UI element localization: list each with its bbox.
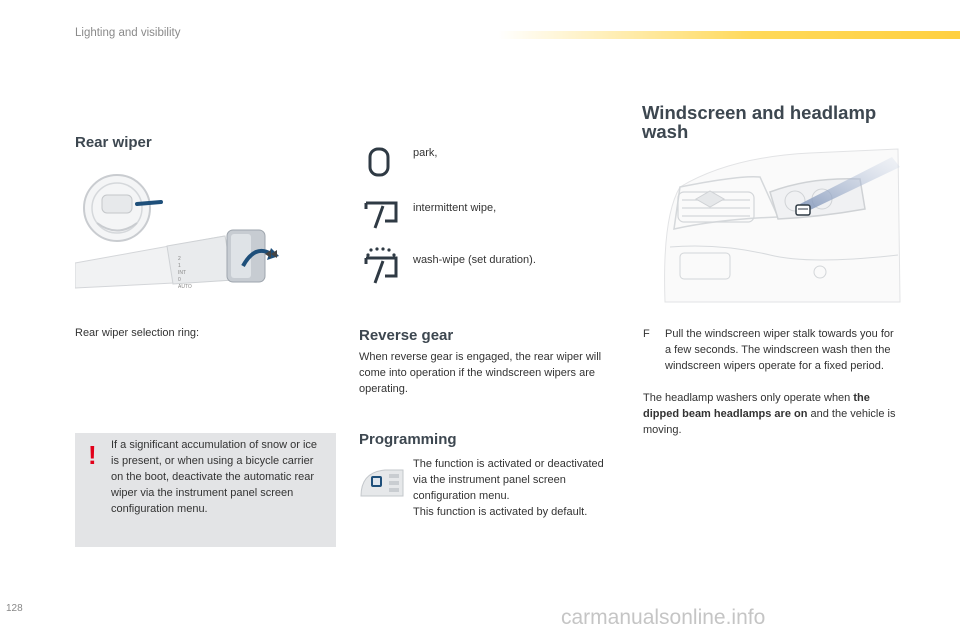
reverse-gear-text: When reverse gear is engaged, the rear wiper will come into operation if the windscreen wipers are operating. (359, 351, 602, 395)
intermittent-wipe-icon (361, 198, 401, 232)
warning-box (75, 433, 336, 547)
rear-wiper-title: Rear wiper (75, 134, 152, 151)
ring-label-2: 2 (178, 256, 181, 262)
reverse-gear-title: Reverse gear (359, 327, 454, 344)
programming-line1: The function is activated or deactivated via the instrument panel screen configuration menu. (413, 458, 604, 502)
ring-label-int: INT (178, 270, 187, 276)
bullet-marker: F (643, 328, 650, 340)
headlamp-note-pre: The headlamp washers only operate when (643, 392, 851, 404)
section-header: Lighting and visibility (75, 27, 181, 39)
programming-title: Programming (359, 431, 457, 448)
warning-text: If a significant accumulation of snow or ice is present, or when using a bicycle carrier on the boot, deactivate the automatic rear wiper via the instrument panel screen configuration menu. (111, 439, 318, 515)
programming-text (413, 456, 618, 520)
wash-wipe-icon (361, 246, 401, 286)
windscreen-wash-title: Windscreen and headlamp wash (642, 102, 877, 142)
instrument-panel-menu-icon (359, 466, 405, 500)
mode-park-label: park, (413, 147, 438, 159)
car-front-illustration (660, 147, 902, 307)
wash-instruction-text: Pull the windscreen wiper stalk towards you for a few seconds. The windscreen wash then the windscreen wipers operate for a fixed period. (665, 328, 894, 372)
headlamp-note-post: and the vehicle is moving. (643, 408, 896, 436)
headlamp-note-bold: the dipped beam headlamps are on (643, 392, 870, 420)
watermark: carmanualsonline.info (561, 606, 766, 629)
selection-ring-label: Rear wiper selection ring: (75, 327, 200, 339)
mode-wash-wipe-label: wash-wipe (set duration). (413, 254, 536, 266)
steering-wheel-icon (84, 175, 161, 241)
warning-icon: ! (88, 440, 97, 470)
mode-intermittent-label: intermittent wipe, (413, 202, 497, 214)
header-accent-bar (498, 31, 960, 39)
ring-label-auto: AUTO (178, 284, 192, 290)
rear-wiper-stalk-illustration (75, 168, 295, 308)
ring-label-0: 0 (178, 277, 181, 283)
page-number: 128 (6, 603, 23, 614)
ring-label-1: 1 (178, 263, 181, 269)
park-icon (361, 144, 397, 180)
programming-line2: This function is activated by default. (413, 506, 588, 518)
headlamp-note (643, 390, 905, 438)
